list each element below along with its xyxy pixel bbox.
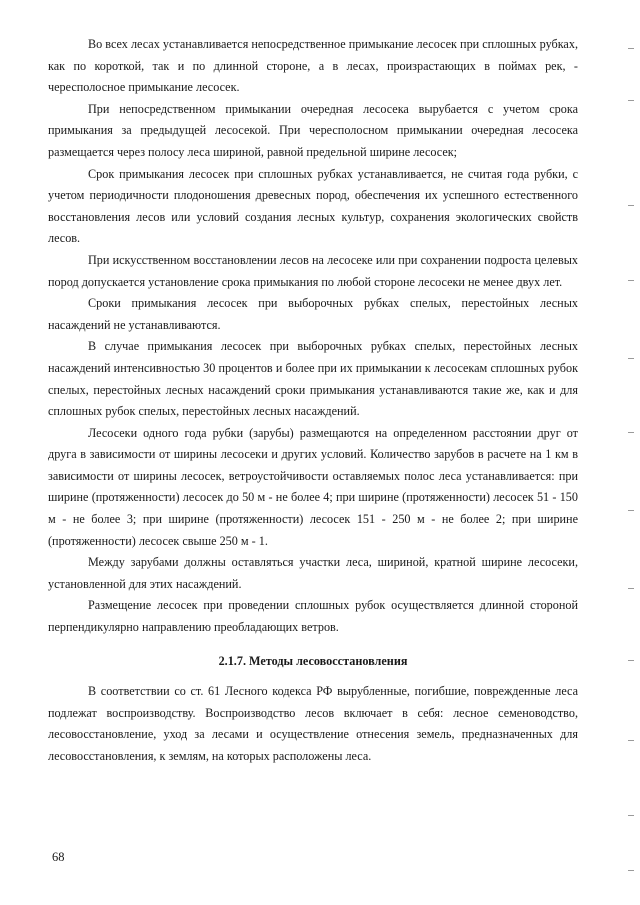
edge-mark (628, 205, 634, 206)
paragraph-selective-30-percent: В случае примыкания лесосек при выборочных рубках спелых, перестойных лесных насаждений интенсивностью 30 процентов и более при их примыкании к лесосекам сплошных рубок спелых, перестойных лесных насаждений сроки примыкания устанавливаются такие же, как и для сплошных рубок спелых, перестойных лесных насаждений. (48, 339, 578, 419)
scan-edge-marks (624, 40, 634, 880)
paragraph-artificial-restoration: При искусственном восстановлении лесов на лесосеке или при сохранении подроста целевых пород допускается установление срока примыкания по любой стороне лесосеки не менее двух лет. (48, 252, 578, 289)
section-heading: 2.1.7. Методы лесовосстановления (218, 653, 408, 668)
edge-mark (628, 588, 634, 589)
edge-mark (628, 100, 634, 101)
paragraph-wind-orientation: Размещение лесосек при проведении сплошных рубок осуществляется длинной стороной перпендикулярно направлению преобладающих ветров. (48, 598, 578, 635)
edge-mark (628, 660, 634, 661)
paragraph-felling-plots-spacing: Лесосеки одного года рубки (зарубы) размещаются на определенном расстоянии друг от друга в зависимости от ширины лесосеки и других условий. Количество зарубов в расчете на 1 км в зависимости от ширины лесосек, ветроустойчивости оставляемых полос леса устанавливается: при ширине (протяженности) лесосек до 50 м - не более 4; при ширине (протяженности) лесосек 51 - 150 м - не более 3; при ширине (протяженности) лесосек 151 - 250 м - не более 2; при ширине (протяженности) лесосек свыше 250 м - 1. (48, 425, 578, 548)
paragraph-selective-felling: Сроки примыкания лесосек при выборочных рубках спелых, перестойных лесных насаждений не устанавливаются. (48, 296, 578, 332)
page-number: 68 (52, 850, 65, 864)
edge-mark (628, 740, 634, 741)
paragraph-adjacency-all-forests: Во всех лесах устанавливается непосредственное примыкание лесосек при сплошных рубках, как по короткой, так и по длинной стороне, а в лесах, произрастающих в поймах рек, - чересполосное примыкание лесосек. (48, 37, 578, 95)
paragraph-forest-code-article-61: В соответствии со ст. 61 Лесного кодекса РФ вырубленные, погибшие, поврежденные леса подлежат воспроизводству. Воспроизводство лесов включает в себя: лесное семеноводство, лесовосстановление, уход за лесами и осуществление отнесения земель, предназначенных для лесовосстановления, к землям, на которых расположены леса. (48, 684, 578, 763)
edge-mark (628, 510, 634, 511)
edge-mark (628, 432, 634, 433)
edge-mark (628, 280, 634, 281)
edge-mark (628, 815, 634, 816)
body-text (48, 34, 578, 768)
edge-mark (628, 358, 634, 359)
paragraph-forest-strips: Между зарубами должны оставляться участки леса, шириной, кратной ширине лесосеки, установленной для этих насаждений. (48, 555, 578, 591)
paragraph-direct-adjacency: При непосредственном примыкании очередная лесосека вырубается с учетом срока примыкания за предыдущей лесосекой. При чересполосном примыкании очередная лесосека размещается через полосу леса шириной, равной предельной ширине лесосек; (48, 101, 578, 159)
paragraph-adjacency-term: Срок примыкания лесосек при сплошных рубках устанавливается, не считая года рубки, с учетом периодичности плодоношения древесных пород, обеспечения их успешного естественного восстановления лесов или условий создания лесных культур, сохранения экологических свойств лесов. (48, 166, 578, 246)
edge-mark (628, 48, 634, 49)
edge-mark (628, 870, 634, 871)
